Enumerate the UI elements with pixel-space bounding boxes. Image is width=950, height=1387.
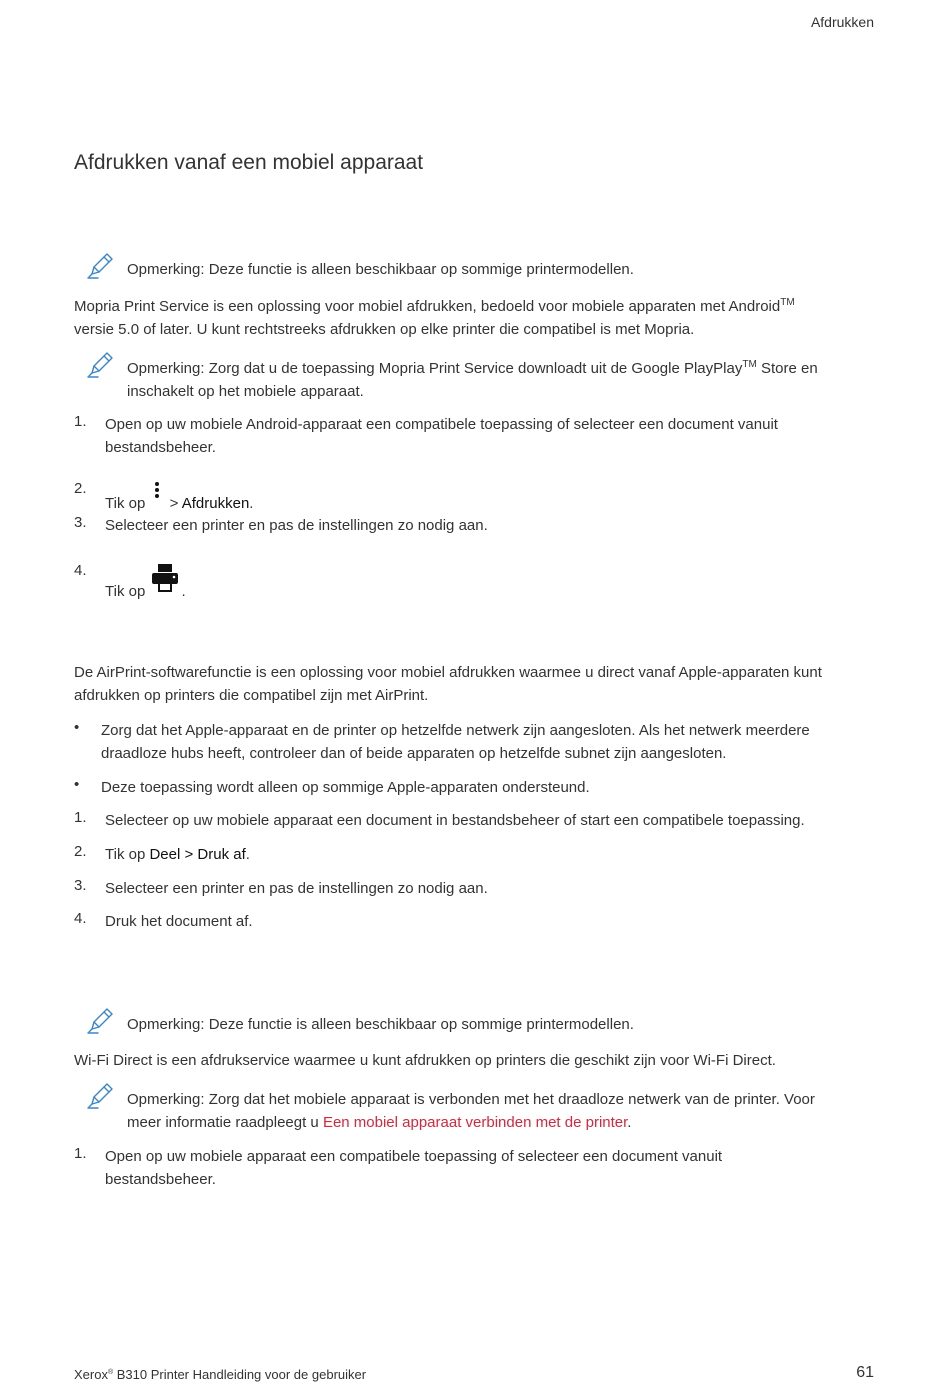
note-text: . [627,1114,632,1131]
step-text: Open op uw mobiele Android-apparaat een compatibele toepassing of selecteer een document vanuit bestandsbeheer. [105,416,778,456]
pencil-icon [86,1080,116,1110]
connect-device-link[interactable]: Een mobiel apparaat verbinden met de printer [322,1114,628,1131]
step-text: . [245,846,250,863]
wifi-step-1 [74,1145,874,1191]
airprint-bullet-2 [74,776,874,799]
airprint-step-1 [74,809,874,832]
manual-title: B310 Printer Handleiding voor de gebruiker [113,1367,367,1382]
bullet-text: Deze toepassing wordt alleen op sommige Apple-apparaten ondersteund. [101,779,590,796]
step-number: 1. [74,1145,87,1162]
running-header: Afdrukken [810,14,874,30]
page-title: Afdrukken vanaf een mobiel apparaat [74,151,424,174]
registered-mark: ® [107,1369,114,1376]
step-number: 1. [74,809,87,826]
step-number: 1. [74,413,87,430]
note-wifi-availability [74,1013,874,1036]
airprint-step-4 [74,910,874,933]
step-number: 3. [74,877,87,894]
mopria-step-3 [74,514,874,537]
note-wifi-connect [74,1088,874,1134]
note-mopria-availability [74,258,874,281]
footer-title [74,1367,366,1382]
step-number: 3. [74,514,87,531]
printer-icon [149,562,181,594]
pencil-icon [86,1005,116,1035]
wifi-direct-intro: Wi-Fi Direct is een afdrukservice waarmee u kunt afdrukken op printers die geschikt zijn voor Wi-Fi Direct. [74,1052,776,1069]
airprint-step-3 [74,877,874,900]
note-text: Opmerking: Deze functie is alleen beschikbaar op sommige printermodellen. [127,1016,634,1033]
step-text: Selecteer een printer en pas de instellingen zo nodig aan. [105,517,488,534]
step-number: 4. [74,910,87,927]
note-text: meer informatie raadpleegt u [127,1114,323,1131]
mopria-step-2 [74,480,874,515]
share-print-label: Deel > Druk af [149,846,246,863]
step-number: 2. [74,843,87,860]
bullet-text: Zorg dat het Apple-apparaat en de printer op hetzelfde netwerk zijn aangesloten. Als het netwerk meerdere draadloze hubs heeft, controleer dan of beide apparaten op hetzelfde subnet zijn aangesloten. [101,722,810,762]
mopria-step-1 [74,413,874,459]
airprint-intro: De AirPrint-softwarefunctie is een oplossing voor mobiel afdrukken waarmee u direct vanaf Apple-apparaten kunt afdrukken op printers die compatibel zijn met AirPrint. [74,664,822,704]
note-mopria-download [74,357,874,403]
mopria-step-4 [74,562,874,603]
brand-name: Xerox [74,1367,108,1382]
step-text: Druk het document af. [105,913,253,930]
trademark: TM [780,297,795,308]
airprint-bullet-1 [74,719,874,765]
step-text: Tik op [105,583,146,600]
pencil-icon [86,349,116,379]
step-separator: > [169,495,179,512]
step-text: . [181,583,186,600]
note-text: inschakelt op het mobiele apparaat. [127,383,364,400]
bullet: • [74,719,80,736]
pencil-icon [86,250,116,280]
trademark: TM [742,359,757,370]
mopria-intro-line2: versie 5.0 of later. U kunt rechtstreeks afdrukken op elke printer die compatibel is met Mopria. [74,321,695,338]
mopria-intro-line1: Mopria Print Service is een oplossing voor mobiel afdrukken, bedoeld voor mobiele apparaten met Android [74,298,781,315]
step-text: Open op uw mobiele apparaat een compatibele toepassing of selecteer een document vanuit bestandsbeheer. [105,1148,723,1188]
note-text: Opmerking: Deze functie is alleen beschikbaar op sommige printermodellen. [127,261,634,278]
afdrukken-label: Afdrukken [181,495,250,512]
step-text: Selecteer een printer en pas de instellingen zo nodig aan. [105,880,488,897]
airprint-step-2 [74,843,874,866]
step-number: 2. [74,480,87,497]
step-text: Selecteer op uw mobiele apparaat een document in bestandsbeheer of start een compatibele toepassing. [105,812,805,829]
step-number: 4. [74,562,87,579]
note-text: Opmerking: Zorg dat het mobiele apparaat is verbonden met het draadloze netwerk van de printer. Voor [127,1091,815,1108]
note-text: Opmerking: Zorg dat u de toepassing Mopria Print Service downloadt uit de Google PlayPlay [127,360,743,377]
step-text: . [249,495,254,512]
page-number: 61 [856,1364,874,1381]
step-text: Tik op [105,495,146,512]
mopria-intro [74,295,874,341]
bullet: • [74,776,80,793]
note-text: Store en [756,360,818,377]
vertical-dots-icon [149,480,165,504]
step-text: Tik op [105,846,150,863]
